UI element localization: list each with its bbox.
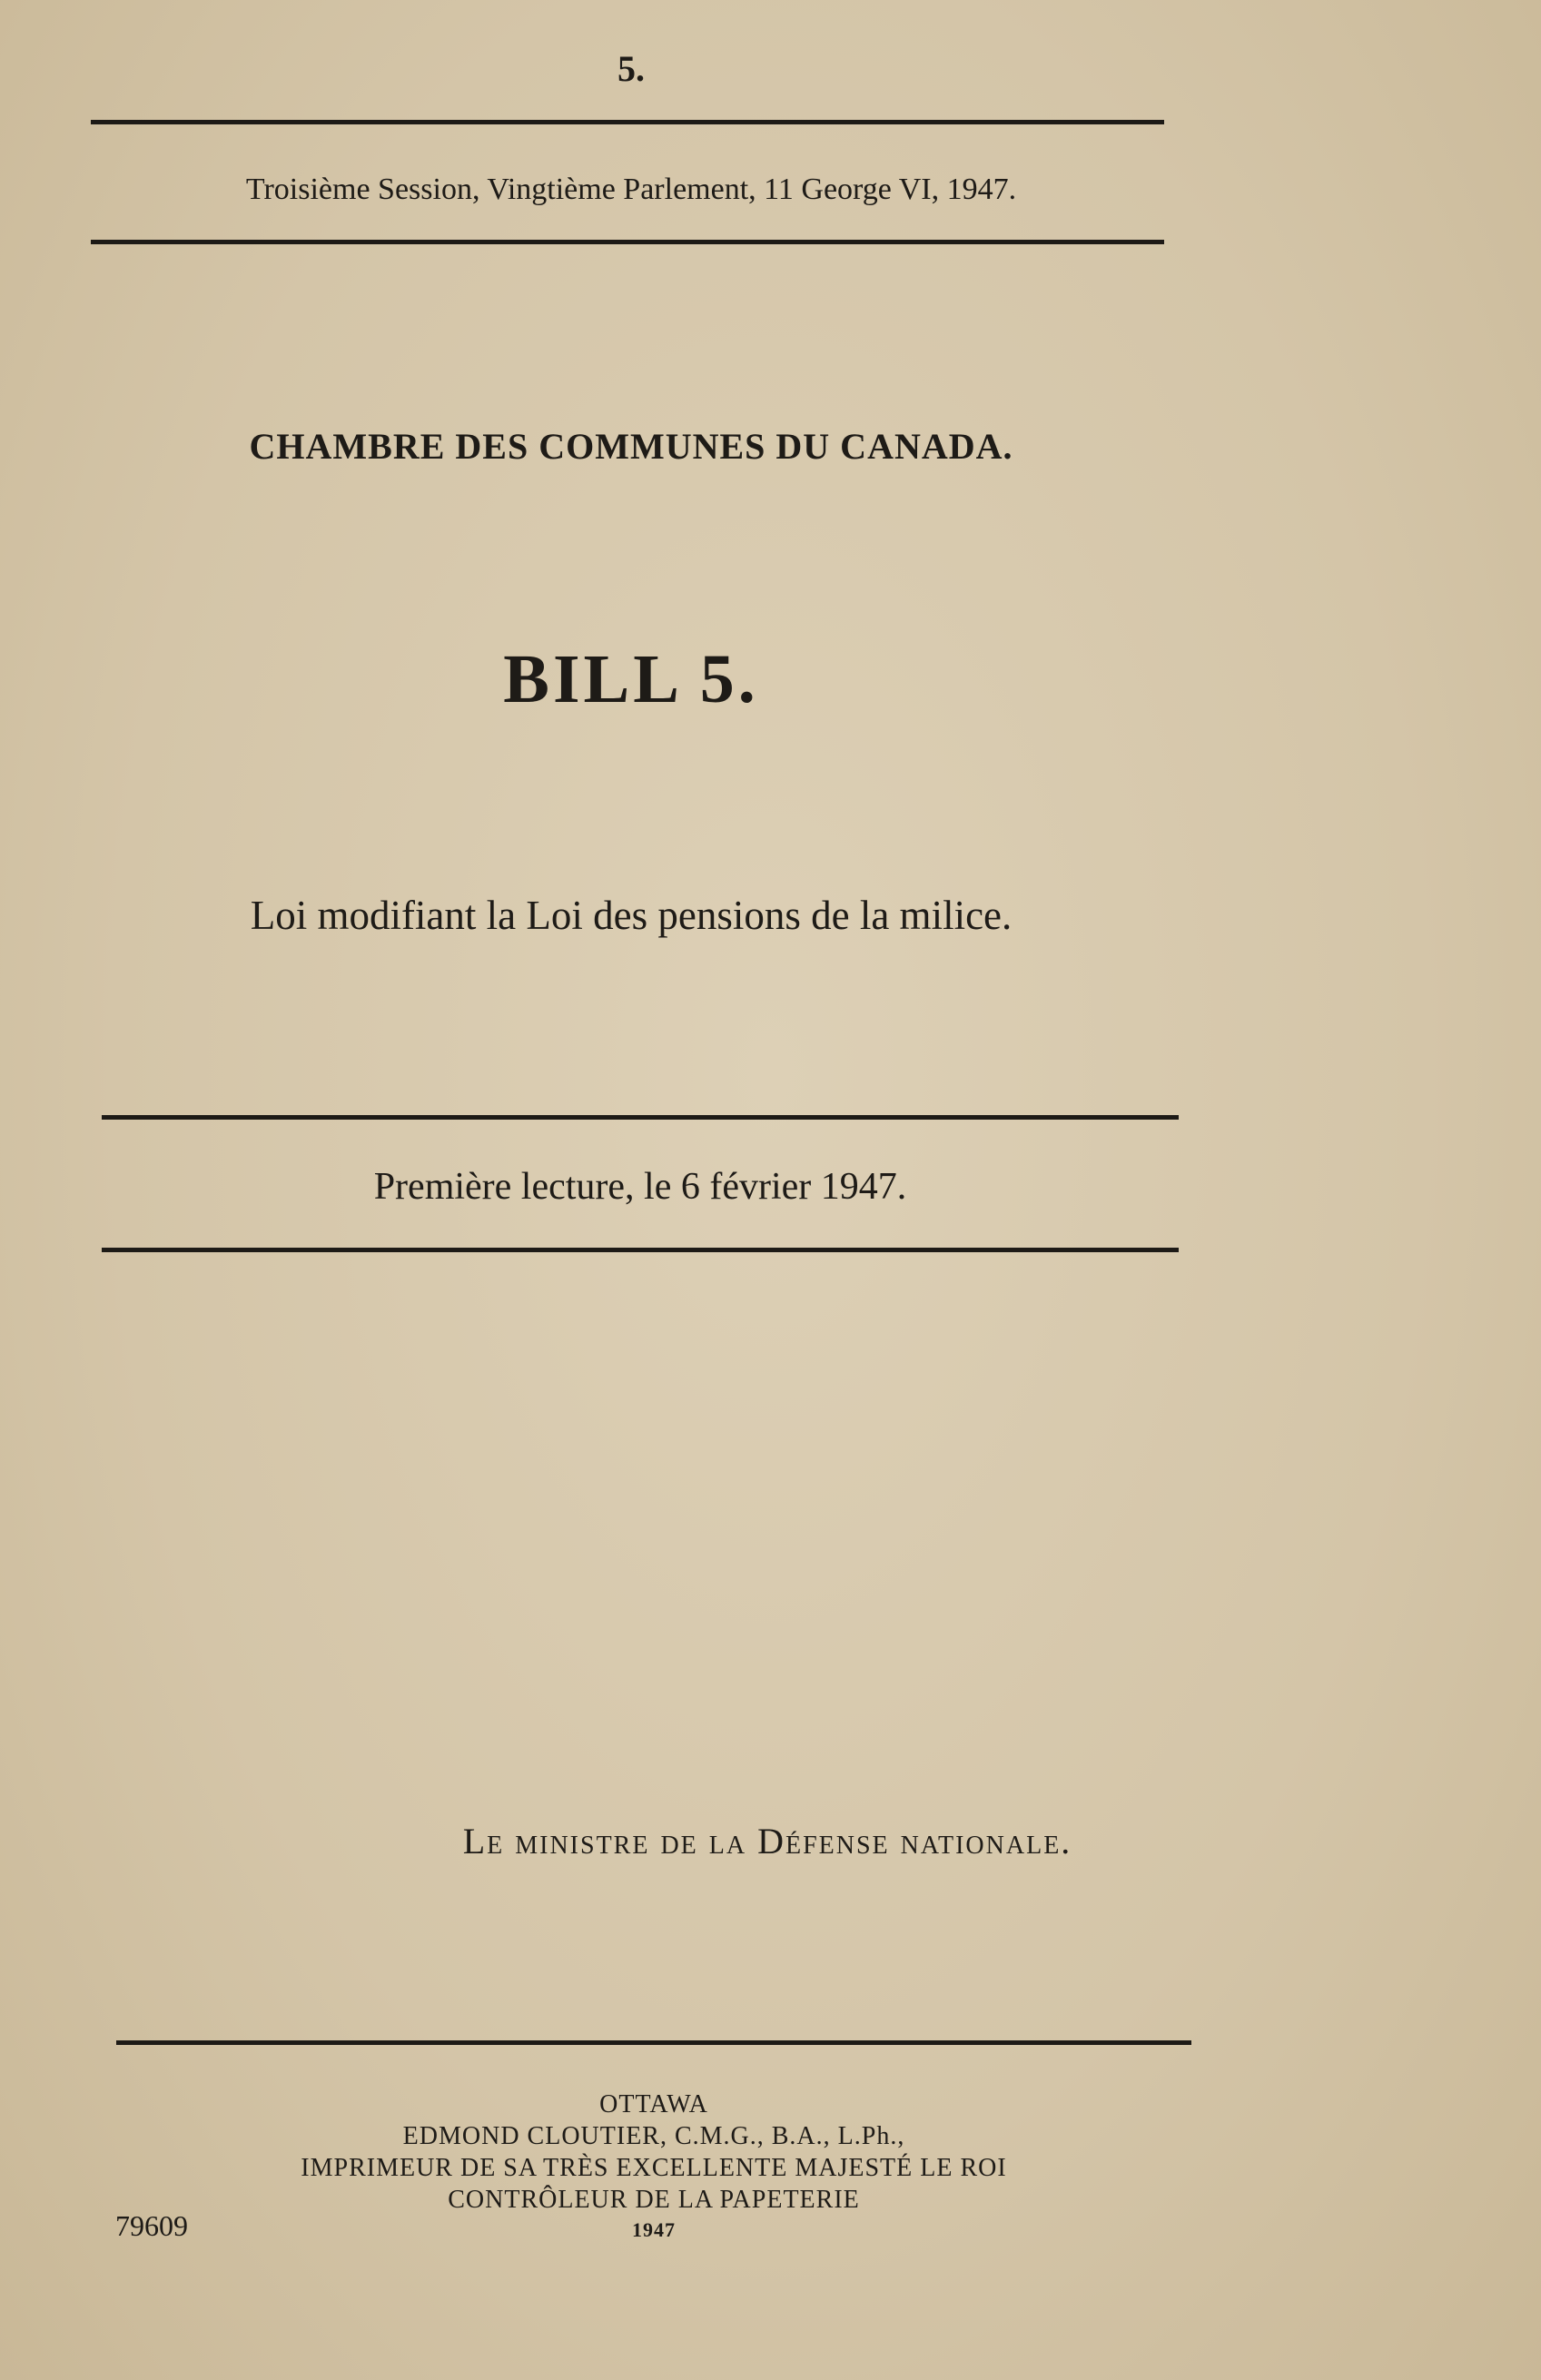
- imprint-year: 1947: [632, 2218, 676, 2241]
- page-number: 5.: [617, 48, 645, 89]
- rule-top: [91, 120, 1164, 124]
- print-code: 79609: [115, 2209, 188, 2242]
- bill-number: BILL 5.: [503, 641, 759, 717]
- rule-under-session: [91, 240, 1164, 244]
- minister-line: Le ministre de la Défense nationale.: [462, 1821, 1072, 1862]
- bill-title: Loi modifiant la Loi des pensions de la milice.: [250, 893, 1013, 938]
- imprint-printer-title: IMPRIMEUR DE SA TRÈS EXCELLENTE MAJESTÉ LE ROI: [301, 2154, 1007, 2182]
- first-reading: Première lecture, le 6 février 1947.: [373, 1166, 907, 1208]
- house-heading: CHAMBRE DES COMMUNES DU CANADA.: [249, 426, 1013, 467]
- session-line: Troisième Session, Vingtième Parlement, 11 George VI, 1947.: [245, 173, 1017, 206]
- imprint-city: OTTAWA: [599, 2090, 708, 2118]
- imprint-controller: CONTRÔLEUR DE LA PAPETERIE: [448, 2186, 860, 2214]
- rule-below-reading: [102, 1248, 1179, 1252]
- imprint-printer: EDMOND CLOUTIER, C.M.G., B.A., L.Ph.,: [402, 2122, 905, 2150]
- rule-above-reading: [102, 1115, 1179, 1120]
- rule-above-imprint: [116, 2040, 1191, 2045]
